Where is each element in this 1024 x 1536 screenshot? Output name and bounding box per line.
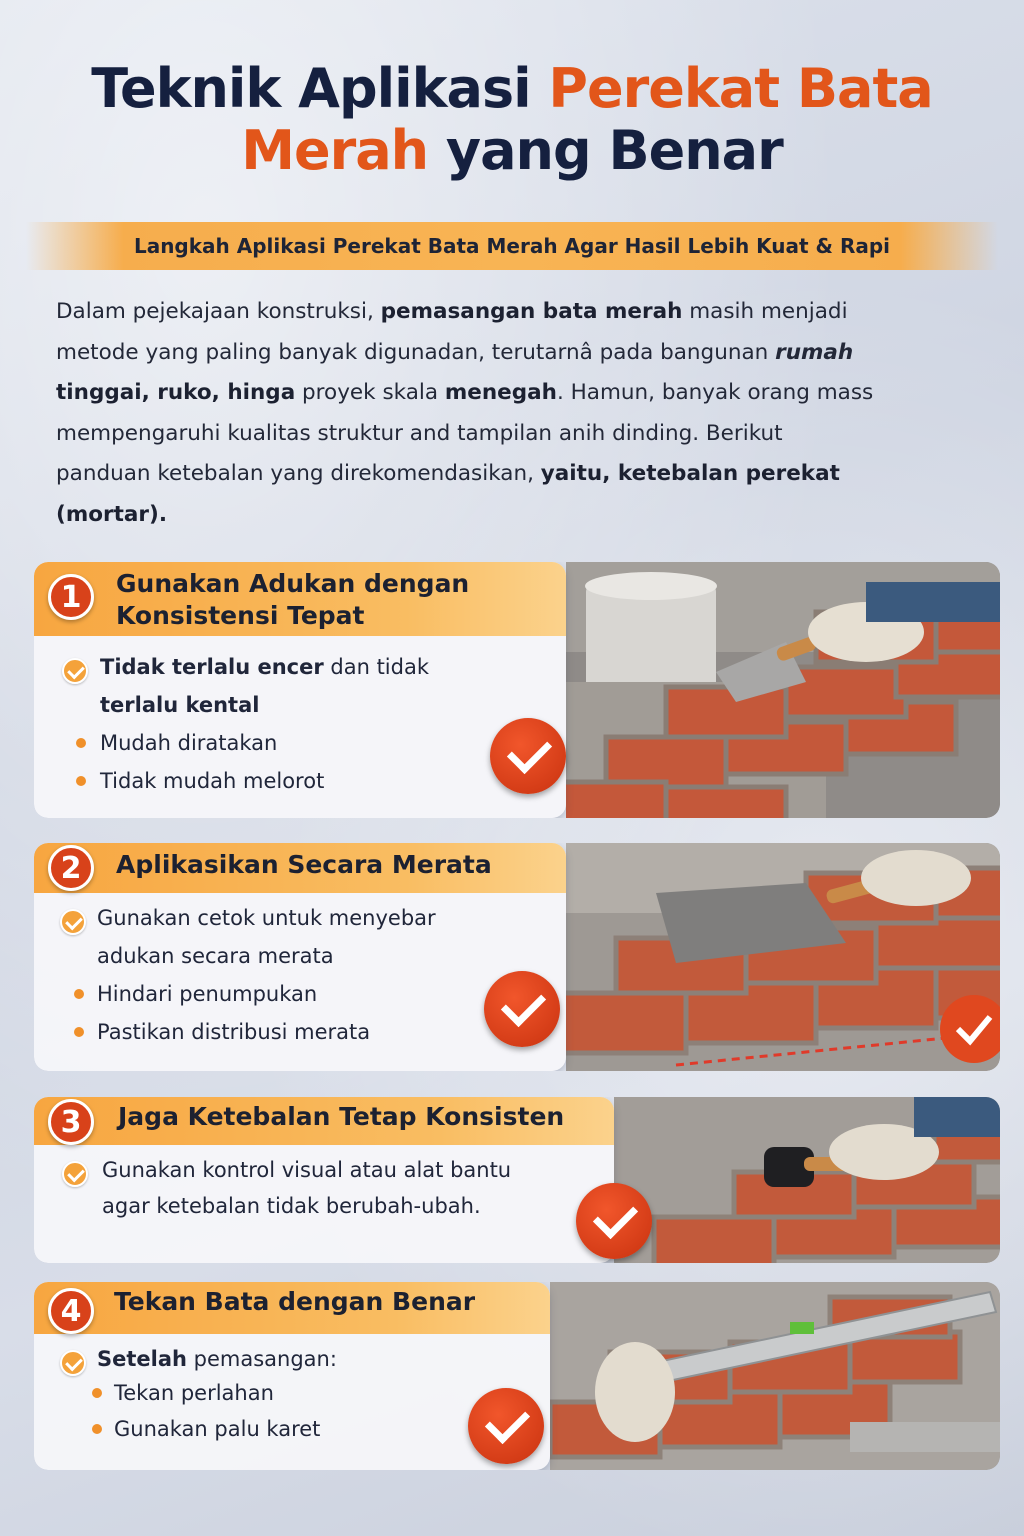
step-3-check-line2: agar ketebalan tidak berubah-ubah.: [102, 1194, 481, 1218]
subtitle: Langkah Aplikasi Perekat Bata Merah Agar Hasil Lebih Kuat & Rapi: [133, 234, 891, 258]
step-2-heading: Aplikasikan Secara Merata: [116, 850, 492, 879]
step-2-check-line2: adukan secara merata: [97, 944, 334, 968]
step-card-1: [34, 562, 1000, 818]
step-2-check-line1: Gunakan cetok untuk menyebar: [97, 906, 436, 930]
check-circle-icon: [62, 1161, 88, 1187]
intro-text: proyek skala: [295, 380, 445, 405]
intro-paragraph: [56, 292, 986, 535]
step-4-check-line1: [97, 1340, 337, 1378]
title-part1: Teknik Aplikasi: [91, 57, 549, 120]
intro-bold: menegah: [444, 380, 557, 405]
step-4-heading: Tekan Bata dengan Benar: [114, 1287, 476, 1316]
step-2-number-badge: 2: [48, 845, 94, 891]
title-part4: yang Benar: [428, 119, 783, 182]
big-check-icon: [484, 971, 560, 1047]
step-1-bullet-2: Tidak mudah melorot: [100, 769, 325, 793]
step-1-check-bold: Tidak terlalu encer: [100, 655, 324, 679]
bullet-dot-icon: [74, 989, 84, 999]
bullet-dot-icon: [92, 1424, 102, 1434]
big-check-icon: [468, 1388, 544, 1464]
step-4-bullet-2: Gunakan palu karet: [114, 1417, 321, 1441]
bullet-dot-icon: [92, 1388, 102, 1398]
step-3-number-badge: 3: [48, 1099, 94, 1145]
check-circle-icon: [62, 658, 88, 684]
subtitle-ribbon: [26, 222, 998, 270]
intro-text: . Hamun, banyak orang mass: [556, 380, 874, 405]
intro-bold: (mortar).: [56, 501, 167, 527]
big-check-icon: [490, 718, 566, 794]
step-card-4: [34, 1282, 1000, 1470]
step-1-check-bold2: terlalu kental: [100, 693, 260, 717]
bullet-dot-icon: [76, 738, 86, 748]
step-4-photo: [550, 1282, 1000, 1470]
step-1-check-rest: dan tidak: [323, 655, 430, 679]
step-3-photo: [614, 1097, 1000, 1263]
step-4-check-rest: pemasangan:: [186, 1347, 337, 1371]
step-card-3: [34, 1097, 1000, 1263]
step-1-heading: [116, 568, 469, 632]
intro-text: panduan ketebalan yang direkomendasikan,: [56, 461, 541, 486]
step-2-photo: [566, 843, 1000, 1071]
big-check-icon: [576, 1183, 652, 1259]
intro-text: metode yang paling banyak digunadan, terutarnâ pada bangunan: [56, 339, 776, 365]
intro-bold: yaitu, ketebalan perekat: [540, 461, 840, 486]
page-title: [0, 58, 1024, 182]
step-1-photo: [566, 562, 1000, 818]
step-3-check-line1: Gunakan kontrol visual atau alat bantu: [102, 1158, 512, 1182]
title-part2: Perekat Bata: [548, 57, 933, 120]
step-1-number-badge: 1: [48, 574, 94, 620]
step-4-check-bold: Setelah: [97, 1347, 187, 1371]
step-1-heading-line2: Konsistensi Tepat: [116, 601, 365, 630]
bullet-dot-icon: [76, 776, 86, 786]
title-part3: Merah: [241, 119, 429, 182]
step-1-check-line1: [100, 648, 429, 686]
step-1-check-line2: [100, 686, 259, 724]
bullet-dot-icon: [74, 1027, 84, 1037]
step-4-number-badge: 4: [48, 1288, 94, 1334]
intro-text: masih menjadi: [682, 299, 848, 324]
step-card-2: [34, 843, 1000, 1071]
intro-text: mempengaruhi kualitas struktur and tampilan anih dinding. Berikut: [56, 420, 783, 446]
intro-bold: pemasangan bata merah: [380, 299, 683, 324]
check-circle-icon: [60, 1350, 86, 1376]
step-1-heading-line1: Gunakan Adukan dengan: [116, 569, 470, 598]
step-4-bullet-1: Tekan perlahan: [114, 1381, 274, 1405]
intro-bold: tinggai, ruko, hinga: [56, 380, 296, 405]
intro-bold-italic: rumah: [775, 339, 854, 365]
step-2-bullet-2: Pastikan distribusi merata: [97, 1020, 371, 1044]
intro-text: Dalam pejekajaan konstruksi,: [56, 299, 381, 324]
step-3-heading: Jaga Ketebalan Tetap Konsisten: [118, 1102, 565, 1131]
step-2-bullet-1: Hindari penumpukan: [97, 982, 318, 1006]
check-circle-icon: [60, 909, 86, 935]
step-1-bullet-1: Mudah diratakan: [100, 731, 278, 755]
